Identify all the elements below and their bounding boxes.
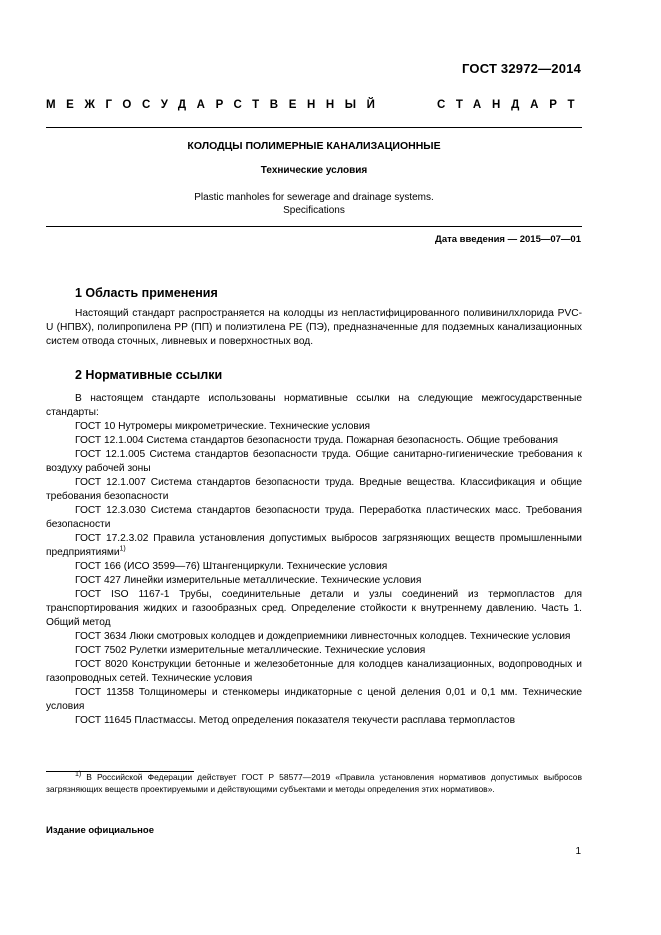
ref-gost-7502: ГОСТ 7502 Рулетки измерительные металлические. Технические условия bbox=[75, 645, 426, 656]
ref-gost-166: ГОСТ 166 (ИСО 3599—76) Штангенциркули. Технические условия bbox=[75, 561, 388, 572]
section-2-intro: В настоящем стандарте использованы нормативные ссылки на следующие межгосударственные стандарты: bbox=[46, 393, 582, 418]
ref-gost-12-1-005: ГОСТ 12.1.005 Система стандартов безопасности труда. Общие санитарно-гигиенические требования к воздуху рабочей зоны bbox=[46, 449, 582, 474]
doc-code: ГОСТ 32972—2014 bbox=[462, 61, 581, 76]
ref-gost-12-1-004: ГОСТ 12.1.004 Система стандартов безопасности труда. Пожарная безопасность. Общие требования bbox=[75, 435, 559, 446]
page-number: 1 bbox=[575, 846, 581, 857]
footnote-marker: 1) bbox=[75, 771, 82, 779]
ref-gost-12-1-007: ГОСТ 12.1.007 Система стандартов безопасности труда. Вредные вещества. Классификация и общие требования безопасности bbox=[46, 477, 582, 502]
divider-bottom bbox=[46, 226, 582, 227]
introduction-date: Дата введения — 2015—07—01 bbox=[435, 234, 581, 245]
section-2-heading: 2 Нормативные ссылки bbox=[75, 368, 223, 382]
section-1-text: Настоящий стандарт распространяется на колодцы из непластифицированного поливинилхлорида PVC-U (НПВХ), полипропилена PP (ПП) и полиэтилена PE (ПЭ), предназначенные для подземных канализационных систем отвода сточных, ливневых и поверхностных вод. bbox=[46, 308, 582, 347]
ref-gost-iso-1167-1: ГОСТ ISO 1167-1 Трубы, соединительные детали и узлы соединений из термопластов для транспортирования жидких и газообразных сред. Определение стойкости к внутреннему давлению. Часть 1. Общий метод bbox=[46, 589, 582, 628]
footnote-body bbox=[46, 772, 582, 795]
ref-gost-3634: ГОСТ 3634 Люки смотровых колодцев и дождеприемники ливнесточных колодцев. Технические условия bbox=[75, 631, 571, 642]
footnote-text: В Российской Федерации действует ГОСТ Р 58577—2019 «Правила установления нормативов допустимых выбросов загрязняющих веществ проектируемыми и действующими субъектами и методы определения этих нормативов». bbox=[46, 772, 582, 794]
footnote-marker-ref: 1) bbox=[119, 545, 126, 553]
ref-gost-427: ГОСТ 427 Линейки измерительные металлические. Технические условия bbox=[75, 575, 422, 586]
official-edition-label: Издание официальное bbox=[46, 825, 154, 836]
ref-gost-10: ГОСТ 10 Нутромеры микрометрические. Технические условия bbox=[75, 421, 371, 432]
banner-word-standard: СТАНДАРТ bbox=[437, 99, 586, 111]
english-title-line-2: Specifications bbox=[283, 204, 345, 216]
english-title bbox=[46, 192, 582, 217]
ref-gost-17-2-3-02 bbox=[46, 532, 582, 560]
document-subtitle: Технические условия bbox=[260, 165, 368, 176]
ref-gost-11358: ГОСТ 11358 Толщиномеры и стенкомеры индикаторные с ценой деления 0,01 и 0,1 мм. Технические условия bbox=[46, 687, 582, 712]
footnote bbox=[46, 772, 582, 795]
english-title-line-1: Plastic manholes for sewerage and drainage systems. bbox=[194, 192, 434, 203]
divider-top bbox=[46, 127, 582, 128]
ref-gost-11645: ГОСТ 11645 Пластмассы. Метод определения показателя текучести расплава термопластов bbox=[75, 715, 515, 726]
section-1-heading: 1 Область применения bbox=[75, 286, 218, 300]
document-title: КОЛОДЦЫ ПОЛИМЕРНЫЕ КАНАЛИЗАЦИОННЫЕ bbox=[187, 140, 441, 152]
section-1-body bbox=[46, 307, 582, 349]
ref-gost-17-2-3-02-text: ГОСТ 17.2.3.02 Правила установления допустимых выбросов загрязняющих веществ промышленными предприятиями bbox=[46, 533, 582, 558]
ref-gost-12-3-030: ГОСТ 12.3.030 Система стандартов безопасности труда. Переработка пластических масс. Требования безопасности bbox=[46, 505, 582, 530]
ref-gost-8020: ГОСТ 8020 Конструкции бетонные и железобетонные для колодцев канализационных, водопроводных и газопроводных сетей. Технические условия bbox=[46, 659, 582, 684]
banner-word-interstate: МЕЖГОСУДАРСТВЕННЫЙ bbox=[46, 99, 386, 111]
section-2-body bbox=[46, 392, 582, 728]
